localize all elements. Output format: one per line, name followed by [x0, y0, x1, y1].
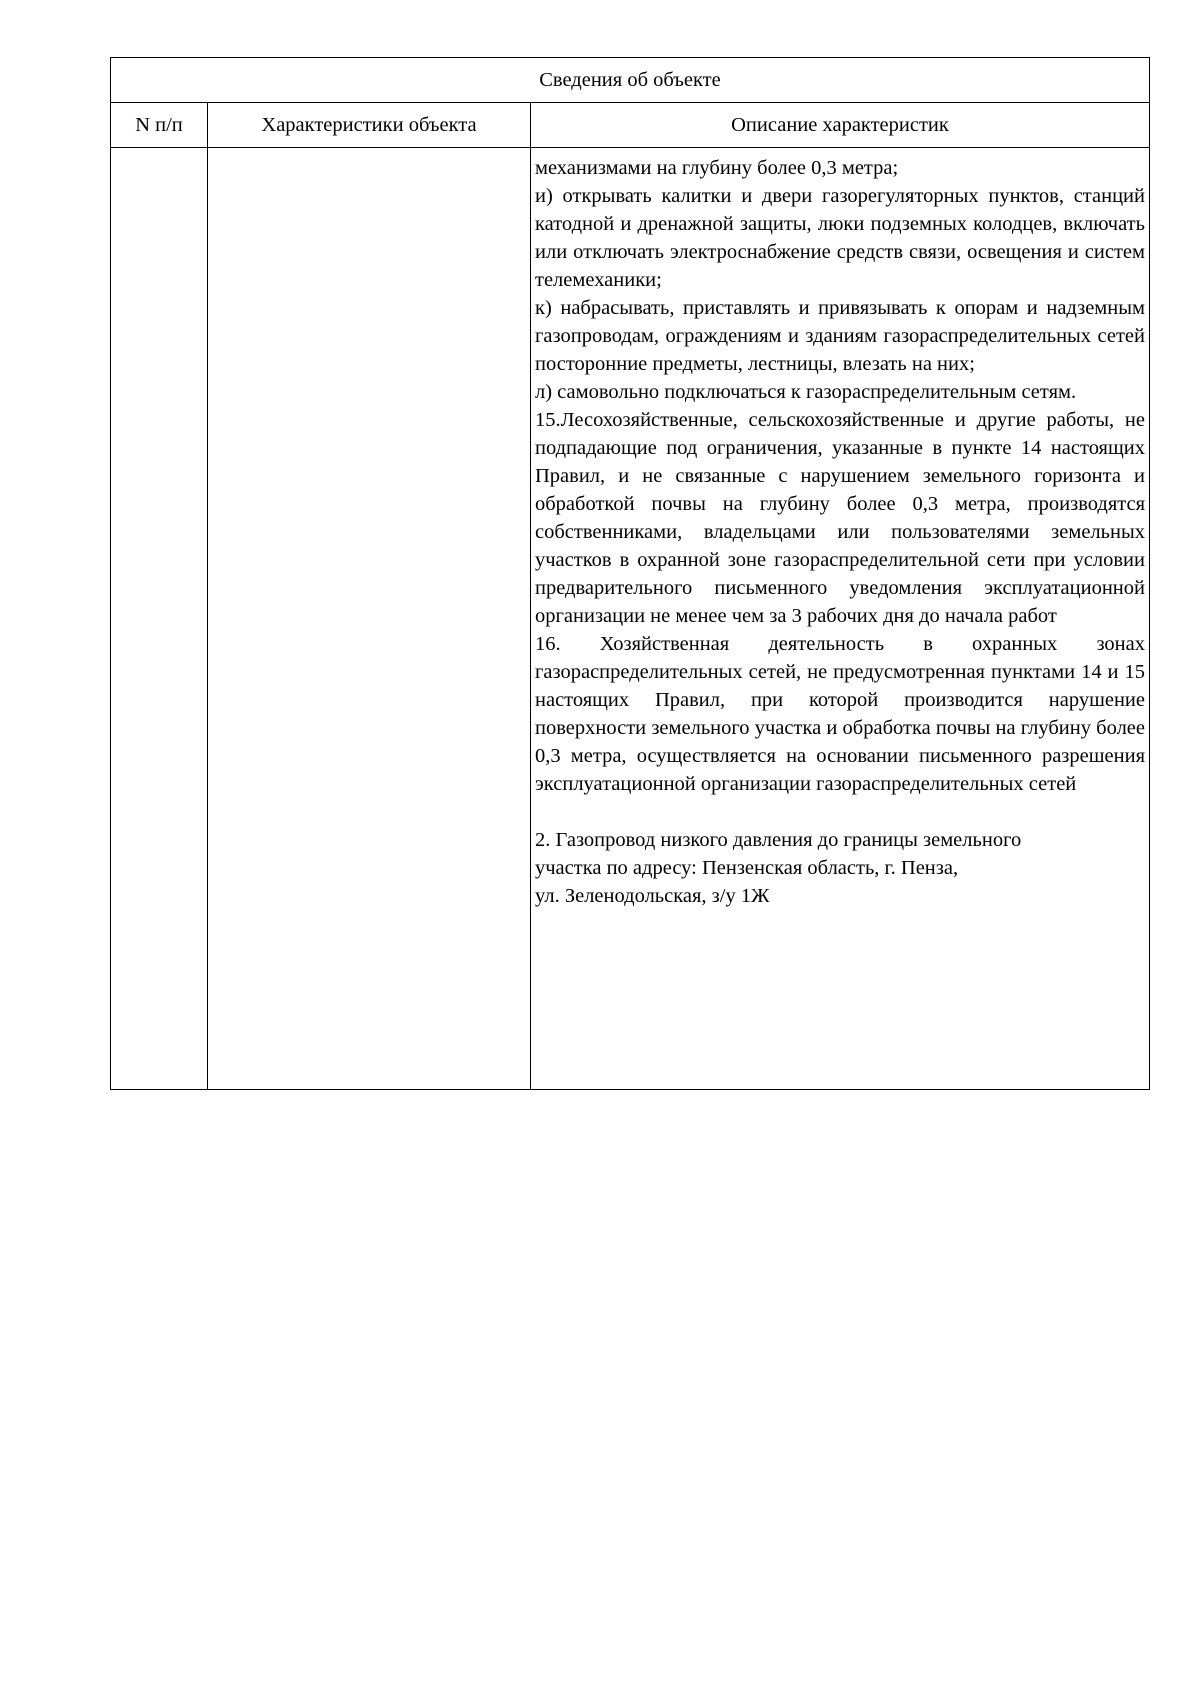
header-number: N п/п — [111, 103, 208, 148]
table-title: Сведения об объекте — [111, 58, 1150, 103]
cell-description — [531, 148, 1150, 1090]
table-row — [111, 148, 1150, 1090]
header-characteristics: Характеристики объекта — [208, 103, 531, 148]
paragraph-spacer — [535, 798, 1145, 826]
description-paragraph: 15.Лесохозяйственные, сельскохозяйственные и другие работы, не подпадающие под ограничения, указанные в пункте 14 настоящих Правил, и не связанные с нарушением земельного горизонта и обработкой почвы на глубину более 0,3 метра, производятся собственниками, владельцами или пользователями земельных участков в охранной зоне газораспределительной сети при условии предварительного письменного уведомления эксплуатационной организации не менее чем за 3 рабочих дня до начала работ — [535, 409, 1145, 627]
cell-characteristics — [208, 148, 531, 1090]
address-line: 2. Газопровод низкого давления до границы земельного — [535, 829, 1022, 851]
object-info-table — [110, 57, 1150, 1090]
table-title-row — [111, 58, 1150, 103]
description-paragraph: 16. Хозяйственная деятельность в охранных зонах газораспределительных сетей, не предусмотренная пунктами 14 и 15 настоящих Правил, при которой производится нарушение поверхности земельного участка и обработка почвы на глубину более 0,3 метра, осуществляется на основании письменного разрешения эксплуатационной организации газораспределительных сетей — [535, 633, 1145, 795]
header-description: Описание характеристик — [531, 103, 1150, 148]
description-paragraph: к) набрасывать, приставлять и привязывать к опорам и надземным газопроводам, ограждениям и зданиям газораспределительных сетей посторонние предметы, лестницы, влезать на них; — [535, 297, 1145, 375]
description-paragraph: и) открывать калитки и двери газорегуляторных пунктов, станций катодной и дренажной защиты, люки подземных колодцев, включать или отключать электроснабжение средств связи, освещения и систем телемеханики; — [535, 185, 1145, 291]
address-line: ул. Зеленодольская, з/у 1Ж — [535, 885, 770, 907]
description-paragraph: механизмами на глубину более 0,3 метра; — [535, 157, 899, 179]
document-page — [110, 57, 1150, 1090]
table-header-row — [111, 103, 1150, 148]
cell-number — [111, 148, 208, 1090]
description-paragraph: л) самовольно подключаться к газораспределительным сетям. — [535, 381, 1077, 403]
address-line: участка по адресу: Пензенская область, г. Пенза, — [535, 857, 959, 879]
